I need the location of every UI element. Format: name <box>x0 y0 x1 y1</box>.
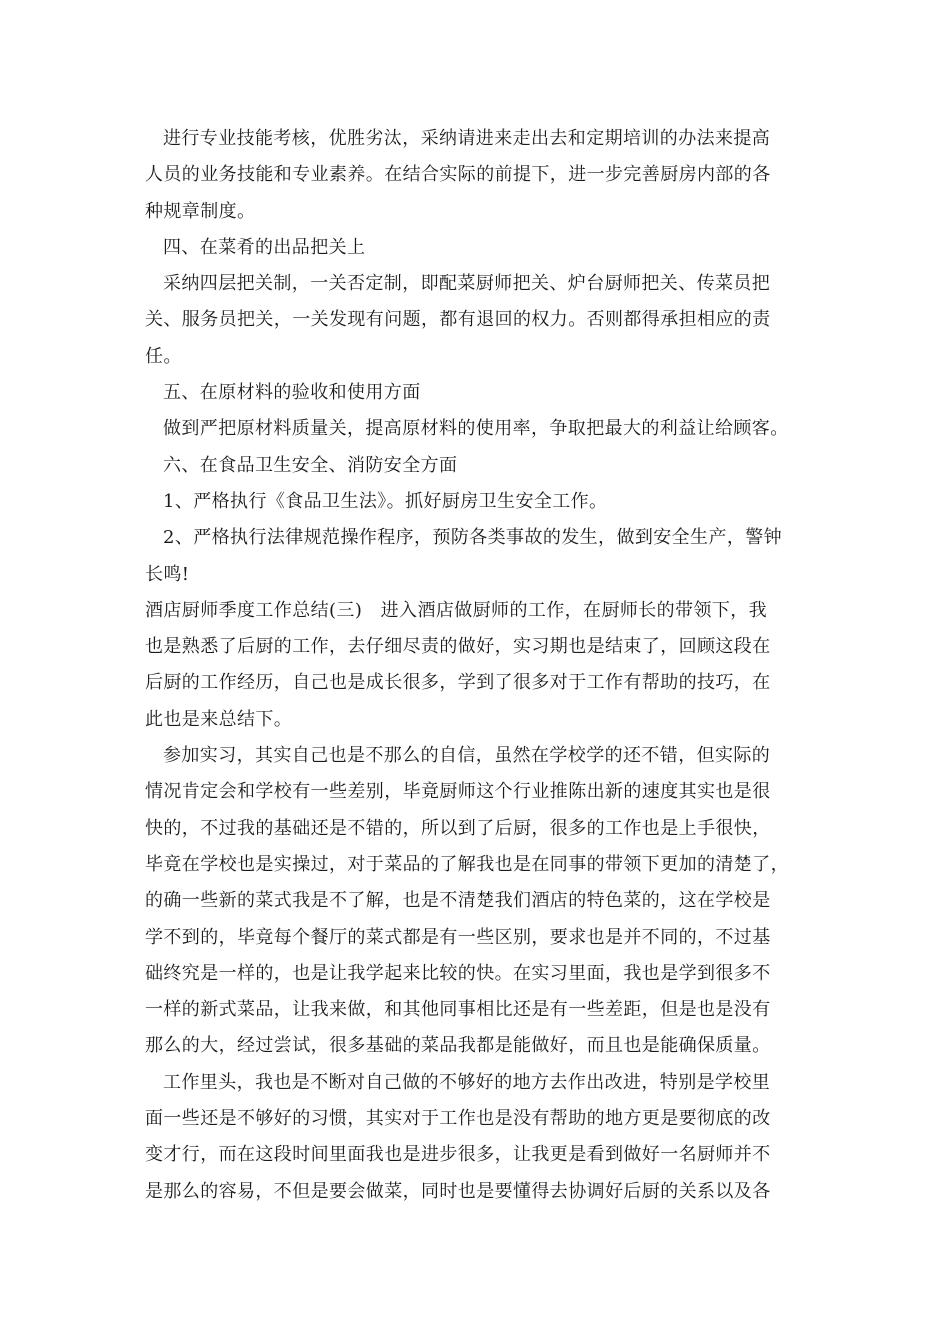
text-line: 也是熟悉了后厨的工作，去仔细尽责的做好，实习期也是结束了，回顾这段在 <box>145 636 771 658</box>
text-line: 快的，不过我的基础还是不错的，所以到了后厨，很多的工作也是上手很快， <box>145 817 771 839</box>
text-line: 1、严格执行《食品卫生法》。抓好厨房卫生安全工作。 <box>163 490 608 512</box>
text-line: 五、在原材料的验收和使用方面 <box>163 382 421 404</box>
text-line: 六、在食品卫生安全、消防安全方面 <box>163 454 458 476</box>
text-line: 进行专业技能考核，优胜劣汰，采纳请进来走出去和定期培训的办法来提高 <box>163 128 771 149</box>
text-line: 种规章制度。 <box>145 200 256 222</box>
text-line: 情况肯定会和学校有一些差别，毕竟厨师这个行业推陈出新的速度其实也是很 <box>145 781 771 803</box>
text-line: 采纳四层把关制，一关否定制，即配菜厨师把关、炉台厨师把关、传菜员把 <box>163 273 771 295</box>
text-line: 学不到的，毕竟每个餐厅的菜式都是有一些区别，要求也是并不同的，不过基 <box>145 926 771 948</box>
document-body <box>145 121 825 1210</box>
text-line: 2、严格执行法律规范操作程序，预防各类事故的发生，做到安全生产，警钟 <box>163 527 783 549</box>
text-line: 长鸣! <box>145 563 190 585</box>
text-line: 是那么的容易，不但是要会做菜，同时也是要懂得去协调好后厨的关系以及各 <box>145 1180 771 1202</box>
text-line: 变才行，而在这段时间里面我也是进步很多，让我更是看到做好一名厨师并不 <box>145 1144 771 1166</box>
text-line: 任。 <box>145 345 182 367</box>
text-line: 一样的新式菜品，让我来做，和其他同事相比还是有一些差距，但是也是没有 <box>145 999 771 1021</box>
text-line: 酒店厨师季度工作总结(三) 进入酒店做厨师的工作，在厨师长的带领下，我 <box>145 599 768 621</box>
text-line: 做到严把原材料质量关，提高原材料的使用率，争取把最大的利益让给顾客。 <box>163 418 789 440</box>
text-line: 人员的业务技能和专业素养。在结合实际的前提下，进一步完善厨房内部的各 <box>145 164 771 186</box>
text-line: 础终究是一样的，也是让我学起来比较的快。在实习里面，我也是学到很多不 <box>145 962 771 984</box>
text-line: 工作里头，我也是不断对自己做的不够好的地方去作出改进，特别是学校里 <box>163 1071 771 1093</box>
text-line: 的确一些新的菜式我是不了解，也是不清楚我们酒店的特色菜的，这在学校是 <box>145 890 771 912</box>
text-line: 关、服务员把关，一关发现有问题，都有退回的权力。否则都得承担相应的责 <box>145 309 771 331</box>
text-line: 那么的大，经过尝试，很多基础的菜品我都是能做好，而且也是能确保质量。 <box>145 1035 771 1057</box>
text-line: 面一些还是不够好的习惯，其实对于工作也是没有帮助的地方更是要彻底的改 <box>145 1108 771 1130</box>
text-line: 毕竟在学校也是实操过，对于菜品的了解我也是在同事的带领下更加的清楚了， <box>145 853 789 875</box>
text-line: 此也是来总结下。 <box>145 708 293 730</box>
text-line: 四、在菜肴的出品把关上 <box>163 236 366 258</box>
text-line: 后厨的工作经历，自己也是成长很多，学到了很多对于工作有帮助的技巧，在 <box>145 672 771 694</box>
text-line: 参加实习，其实自己也是不那么的自信，虽然在学校学的还不错，但实际的 <box>163 745 771 767</box>
